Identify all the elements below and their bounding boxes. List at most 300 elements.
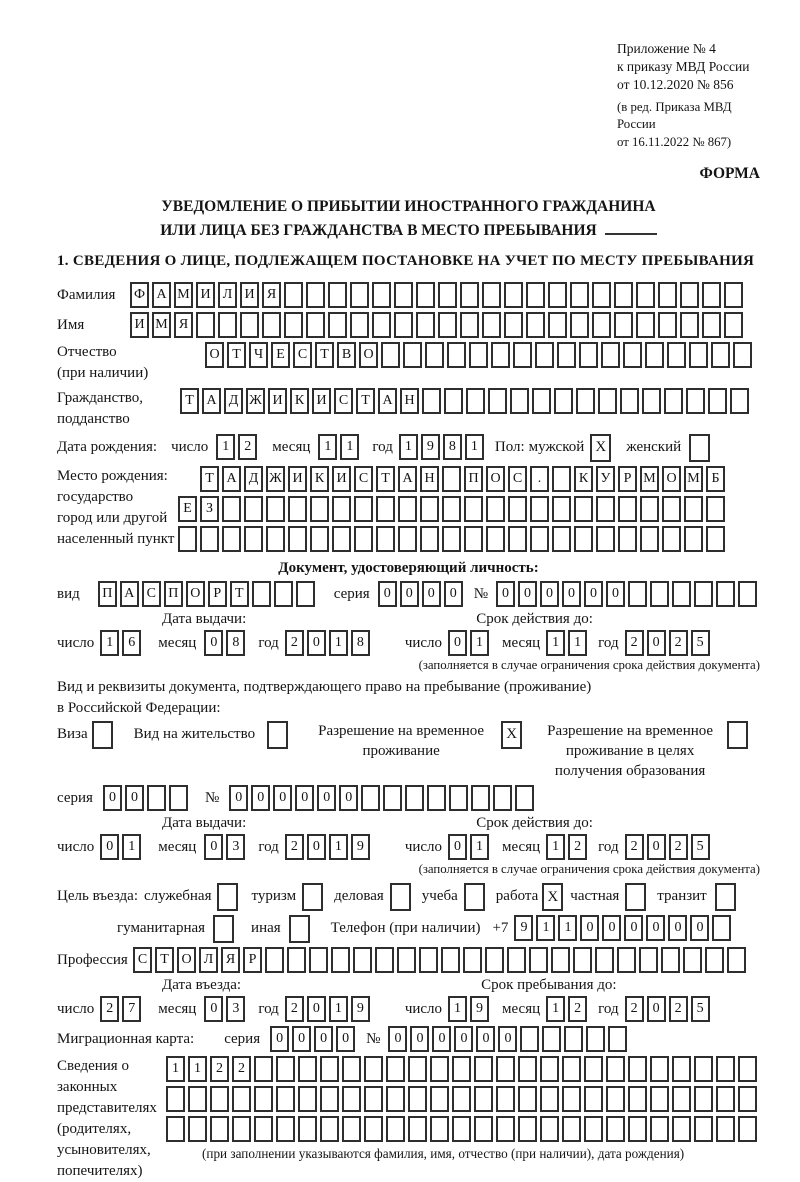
patronymic-cell[interactable] <box>381 342 400 368</box>
birth-place-cell[interactable] <box>222 496 241 522</box>
residence-series-cell[interactable]: 0 <box>103 785 122 811</box>
representatives-cell[interactable] <box>386 1056 405 1082</box>
representatives-cell[interactable] <box>342 1116 361 1142</box>
surname-cell[interactable]: А <box>152 282 171 308</box>
entry-month-cell[interactable]: 3 <box>226 996 245 1022</box>
birth-place-cell[interactable]: Е <box>178 496 197 522</box>
birth-place-cell[interactable] <box>640 526 659 552</box>
transit-checkbox[interactable] <box>715 883 736 911</box>
birth-place-cell[interactable]: . <box>530 466 549 492</box>
surname-cell[interactable] <box>724 282 743 308</box>
birth-place-cell[interactable] <box>662 526 681 552</box>
valid-year-cell[interactable]: 2 <box>625 630 644 656</box>
issue-day-cell[interactable]: 1 <box>122 834 141 860</box>
birth-place-cell[interactable] <box>464 496 483 522</box>
birth-place-cell[interactable] <box>442 496 461 522</box>
patronymic-cell[interactable] <box>469 342 488 368</box>
profession-cell[interactable] <box>639 947 658 973</box>
citizenship-cell[interactable] <box>730 388 749 414</box>
citizenship-cell[interactable] <box>466 388 485 414</box>
stay-month-cell[interactable]: 2 <box>568 996 587 1022</box>
representatives-cell[interactable] <box>342 1086 361 1112</box>
phone-cell[interactable]: 1 <box>558 915 577 941</box>
birth-place-cell[interactable]: П <box>464 466 483 492</box>
surname-cell[interactable]: Я <box>262 282 281 308</box>
valid-year-cell[interactable]: 2 <box>625 834 644 860</box>
work-checkbox[interactable]: X <box>542 883 563 911</box>
issue-year-cell[interactable]: 2 <box>285 834 304 860</box>
surname-cell[interactable] <box>438 282 457 308</box>
representatives-cell[interactable] <box>606 1116 625 1142</box>
birth-place-cell[interactable] <box>178 526 197 552</box>
profession-cell[interactable] <box>441 947 460 973</box>
valid-day-cell[interactable]: 1 <box>470 834 489 860</box>
profession-cell[interactable] <box>705 947 724 973</box>
given-name-cell[interactable]: Я <box>174 312 193 338</box>
doc-number-cell[interactable]: 0 <box>496 581 515 607</box>
birth-place-cell[interactable] <box>266 526 285 552</box>
official-checkbox[interactable] <box>217 883 238 911</box>
stay-year-cell[interactable]: 2 <box>625 996 644 1022</box>
citizenship-cell[interactable] <box>598 388 617 414</box>
representatives-cell[interactable] <box>584 1086 603 1112</box>
representatives-cell[interactable] <box>188 1086 207 1112</box>
doc-number-cell[interactable] <box>650 581 669 607</box>
doc-number-cell[interactable] <box>738 581 757 607</box>
representatives-cell[interactable]: 1 <box>166 1056 185 1082</box>
given-name-cell[interactable] <box>592 312 611 338</box>
representatives-cell[interactable]: 2 <box>232 1056 251 1082</box>
birth-place-cell[interactable]: У <box>596 466 615 492</box>
representatives-cell[interactable] <box>320 1086 339 1112</box>
given-name-cell[interactable] <box>416 312 435 338</box>
doc-series-cell[interactable]: 0 <box>422 581 441 607</box>
given-name-cell[interactable] <box>724 312 743 338</box>
profession-cell[interactable]: О <box>177 947 196 973</box>
doc-kind-cell[interactable] <box>274 581 293 607</box>
entry-month-cell[interactable]: 0 <box>204 996 223 1022</box>
patronymic-cell[interactable] <box>733 342 752 368</box>
stay-day-cell[interactable]: 9 <box>470 996 489 1022</box>
given-name-cell[interactable] <box>438 312 457 338</box>
patronymic-cell[interactable] <box>513 342 532 368</box>
valid-year-cell[interactable]: 5 <box>691 834 710 860</box>
representatives-cell[interactable] <box>386 1086 405 1112</box>
patronymic-cell[interactable] <box>535 342 554 368</box>
birth-place-cell[interactable]: Б <box>706 466 725 492</box>
birth-place-cell[interactable] <box>442 466 461 492</box>
doc-kind-cell[interactable]: П <box>164 581 183 607</box>
birth-place-cell[interactable] <box>530 526 549 552</box>
issue-year-cell[interactable]: 9 <box>351 834 370 860</box>
birth-place-cell[interactable]: И <box>288 466 307 492</box>
citizenship-cell[interactable] <box>642 388 661 414</box>
patronymic-cell[interactable] <box>447 342 466 368</box>
residence-series-cell[interactable] <box>169 785 188 811</box>
patronymic-cell[interactable] <box>645 342 664 368</box>
birth-place-cell[interactable] <box>574 496 593 522</box>
representatives-cell[interactable] <box>584 1116 603 1142</box>
birth-place-cell[interactable] <box>508 496 527 522</box>
representatives-cell[interactable] <box>716 1116 735 1142</box>
birth-place-cell[interactable] <box>398 526 417 552</box>
issue-month-cell[interactable]: 3 <box>226 834 245 860</box>
representatives-cell[interactable] <box>628 1086 647 1112</box>
stay-day-cell[interactable]: 1 <box>448 996 467 1022</box>
given-name-cell[interactable] <box>702 312 721 338</box>
male-checkbox[interactable]: X <box>590 434 611 462</box>
given-name-cell[interactable] <box>240 312 259 338</box>
representatives-cell[interactable] <box>430 1116 449 1142</box>
birth-place-cell[interactable]: К <box>574 466 593 492</box>
birth-place-cell[interactable] <box>552 496 571 522</box>
surname-cell[interactable] <box>350 282 369 308</box>
migration-series-cell[interactable]: 0 <box>292 1026 311 1052</box>
birth-place-cell[interactable]: Р <box>618 466 637 492</box>
private-checkbox[interactable] <box>625 883 646 911</box>
representatives-cell[interactable] <box>342 1056 361 1082</box>
birth-place-cell[interactable]: Т <box>376 466 395 492</box>
doc-number-cell[interactable]: 0 <box>584 581 603 607</box>
profession-cell[interactable] <box>309 947 328 973</box>
phone-cell[interactable]: 0 <box>624 915 643 941</box>
representatives-cell[interactable] <box>166 1086 185 1112</box>
given-name-cell[interactable] <box>328 312 347 338</box>
entry-year-cell[interactable]: 2 <box>285 996 304 1022</box>
issue-year-cell[interactable]: 1 <box>329 630 348 656</box>
birth-place-cell[interactable]: С <box>508 466 527 492</box>
valid-month-cell[interactable]: 1 <box>568 630 587 656</box>
representatives-cell[interactable] <box>716 1056 735 1082</box>
migration-series-cell[interactable]: 0 <box>314 1026 333 1052</box>
entry-year-cell[interactable]: 0 <box>307 996 326 1022</box>
representatives-cell[interactable] <box>496 1056 515 1082</box>
residence-number-cell[interactable] <box>383 785 402 811</box>
citizenship-cell[interactable]: Ж <box>246 388 265 414</box>
given-name-cell[interactable] <box>460 312 479 338</box>
doc-number-cell[interactable] <box>672 581 691 607</box>
surname-cell[interactable]: И <box>240 282 259 308</box>
tourism-checkbox[interactable] <box>302 883 323 911</box>
issue-year-cell[interactable]: 2 <box>285 630 304 656</box>
valid-year-cell[interactable]: 5 <box>691 630 710 656</box>
phone-cell[interactable]: 0 <box>580 915 599 941</box>
valid-year-cell[interactable]: 2 <box>669 834 688 860</box>
citizenship-cell[interactable] <box>444 388 463 414</box>
profession-cell[interactable] <box>397 947 416 973</box>
entry-day-cell[interactable]: 2 <box>100 996 119 1022</box>
residence-number-cell[interactable]: 0 <box>339 785 358 811</box>
citizenship-cell[interactable] <box>620 388 639 414</box>
patronymic-cell[interactable]: Ч <box>249 342 268 368</box>
representatives-cell[interactable] <box>694 1086 713 1112</box>
profession-cell[interactable]: Т <box>155 947 174 973</box>
citizenship-cell[interactable]: И <box>268 388 287 414</box>
valid-day-cell[interactable]: 1 <box>470 630 489 656</box>
representatives-cell[interactable] <box>254 1116 273 1142</box>
surname-cell[interactable] <box>680 282 699 308</box>
profession-cell[interactable] <box>375 947 394 973</box>
representatives-cell[interactable] <box>496 1116 515 1142</box>
representatives-cell[interactable] <box>518 1086 537 1112</box>
doc-kind-cell[interactable]: Т <box>230 581 249 607</box>
issue-day-cell[interactable]: 0 <box>100 834 119 860</box>
doc-series-cell[interactable]: 0 <box>378 581 397 607</box>
doc-kind-cell[interactable]: А <box>120 581 139 607</box>
given-name-cell[interactable] <box>284 312 303 338</box>
surname-cell[interactable]: М <box>174 282 193 308</box>
profession-cell[interactable]: Л <box>199 947 218 973</box>
issue-month-cell[interactable]: 0 <box>204 834 223 860</box>
residence-number-cell[interactable]: 0 <box>295 785 314 811</box>
given-name-cell[interactable] <box>372 312 391 338</box>
birth-place-cell[interactable] <box>618 526 637 552</box>
birth-place-cell[interactable] <box>574 526 593 552</box>
given-name-cell[interactable] <box>680 312 699 338</box>
citizenship-cell[interactable] <box>532 388 551 414</box>
representatives-cell[interactable] <box>474 1056 493 1082</box>
birth-place-cell[interactable]: И <box>332 466 351 492</box>
patronymic-cell[interactable]: В <box>337 342 356 368</box>
birth-place-cell[interactable]: Н <box>420 466 439 492</box>
citizenship-cell[interactable]: Д <box>224 388 243 414</box>
representatives-cell[interactable] <box>430 1086 449 1112</box>
valid-year-cell[interactable]: 0 <box>647 630 666 656</box>
birth-place-cell[interactable]: К <box>310 466 329 492</box>
birth-place-cell[interactable]: С <box>354 466 373 492</box>
phone-cell[interactable]: 0 <box>668 915 687 941</box>
doc-kind-cell[interactable] <box>296 581 315 607</box>
migration-number-cell[interactable] <box>564 1026 583 1052</box>
representatives-cell[interactable] <box>298 1056 317 1082</box>
representatives-cell[interactable] <box>562 1056 581 1082</box>
phone-cell[interactable] <box>712 915 731 941</box>
citizenship-cell[interactable]: С <box>334 388 353 414</box>
representatives-cell[interactable] <box>232 1086 251 1112</box>
profession-cell[interactable] <box>727 947 746 973</box>
representatives-cell[interactable] <box>276 1086 295 1112</box>
birth-year-cell[interactable]: 8 <box>443 434 462 460</box>
citizenship-cell[interactable]: А <box>378 388 397 414</box>
humanitarian-checkbox[interactable] <box>213 915 234 943</box>
birth-day-cell[interactable]: 1 <box>216 434 235 460</box>
doc-number-cell[interactable]: 0 <box>518 581 537 607</box>
doc-number-cell[interactable]: 0 <box>540 581 559 607</box>
representatives-cell[interactable] <box>254 1086 273 1112</box>
patronymic-cell[interactable] <box>689 342 708 368</box>
representatives-cell[interactable] <box>716 1086 735 1112</box>
patronymic-cell[interactable] <box>623 342 642 368</box>
doc-number-cell[interactable] <box>628 581 647 607</box>
representatives-cell[interactable] <box>210 1116 229 1142</box>
issue-month-cell[interactable]: 0 <box>204 630 223 656</box>
birth-place-cell[interactable] <box>222 526 241 552</box>
surname-cell[interactable] <box>328 282 347 308</box>
representatives-cell[interactable] <box>672 1086 691 1112</box>
representatives-cell[interactable] <box>650 1056 669 1082</box>
representatives-cell[interactable] <box>650 1086 669 1112</box>
representatives-cell[interactable] <box>452 1116 471 1142</box>
birth-place-cell[interactable]: О <box>486 466 505 492</box>
doc-kind-cell[interactable]: Р <box>208 581 227 607</box>
birth-place-cell[interactable] <box>332 496 351 522</box>
other-purpose-checkbox[interactable] <box>289 915 310 943</box>
residence-number-cell[interactable] <box>361 785 380 811</box>
residence-series-cell[interactable]: 0 <box>125 785 144 811</box>
birth-place-cell[interactable] <box>244 496 263 522</box>
valid-year-cell[interactable]: 2 <box>669 630 688 656</box>
migration-number-cell[interactable] <box>608 1026 627 1052</box>
profession-cell[interactable] <box>661 947 680 973</box>
citizenship-cell[interactable] <box>708 388 727 414</box>
surname-cell[interactable]: Л <box>218 282 237 308</box>
patronymic-cell[interactable]: Т <box>315 342 334 368</box>
residence-number-cell[interactable] <box>449 785 468 811</box>
birth-place-cell[interactable] <box>310 526 329 552</box>
birth-place-cell[interactable] <box>376 496 395 522</box>
birth-place-cell[interactable] <box>442 526 461 552</box>
birth-place-cell[interactable]: М <box>684 466 703 492</box>
doc-number-cell[interactable]: 0 <box>606 581 625 607</box>
residence-number-cell[interactable] <box>493 785 512 811</box>
residence-number-cell[interactable] <box>427 785 446 811</box>
birth-place-cell[interactable] <box>244 526 263 552</box>
given-name-cell[interactable] <box>394 312 413 338</box>
citizenship-cell[interactable]: К <box>290 388 309 414</box>
patronymic-cell[interactable] <box>557 342 576 368</box>
surname-cell[interactable] <box>504 282 523 308</box>
phone-cell[interactable]: 9 <box>514 915 533 941</box>
representatives-cell[interactable] <box>298 1116 317 1142</box>
temp-residence-education-checkbox[interactable] <box>727 721 748 749</box>
valid-year-cell[interactable]: 0 <box>647 834 666 860</box>
profession-cell[interactable] <box>617 947 636 973</box>
profession-cell[interactable] <box>331 947 350 973</box>
representatives-cell[interactable] <box>298 1086 317 1112</box>
representatives-cell[interactable] <box>562 1086 581 1112</box>
surname-cell[interactable] <box>416 282 435 308</box>
surname-cell[interactable] <box>394 282 413 308</box>
given-name-cell[interactable] <box>306 312 325 338</box>
surname-cell[interactable] <box>614 282 633 308</box>
migration-number-cell[interactable]: 0 <box>388 1026 407 1052</box>
birth-month-cell[interactable]: 1 <box>318 434 337 460</box>
birth-year-cell[interactable]: 1 <box>465 434 484 460</box>
representatives-cell[interactable] <box>364 1116 383 1142</box>
female-checkbox[interactable] <box>689 434 710 462</box>
representatives-cell[interactable] <box>452 1056 471 1082</box>
given-name-cell[interactable] <box>548 312 567 338</box>
citizenship-cell[interactable]: А <box>202 388 221 414</box>
patronymic-cell[interactable] <box>711 342 730 368</box>
surname-cell[interactable] <box>372 282 391 308</box>
patronymic-cell[interactable]: Е <box>271 342 290 368</box>
citizenship-cell[interactable]: Н <box>400 388 419 414</box>
citizenship-cell[interactable] <box>488 388 507 414</box>
birth-place-cell[interactable]: Ж <box>266 466 285 492</box>
residence-number-cell[interactable]: 0 <box>251 785 270 811</box>
residence-number-cell[interactable] <box>515 785 534 811</box>
given-name-cell[interactable] <box>526 312 545 338</box>
surname-cell[interactable] <box>526 282 545 308</box>
issue-year-cell[interactable]: 8 <box>351 630 370 656</box>
representatives-cell[interactable] <box>408 1116 427 1142</box>
representatives-cell[interactable] <box>188 1116 207 1142</box>
profession-cell[interactable]: Р <box>243 947 262 973</box>
valid-day-cell[interactable]: 0 <box>448 630 467 656</box>
representatives-cell[interactable] <box>672 1116 691 1142</box>
phone-cell[interactable]: 0 <box>646 915 665 941</box>
birth-month-cell[interactable]: 1 <box>340 434 359 460</box>
citizenship-cell[interactable] <box>554 388 573 414</box>
given-name-cell[interactable] <box>658 312 677 338</box>
birth-place-cell[interactable] <box>332 526 351 552</box>
birth-place-cell[interactable]: Д <box>244 466 263 492</box>
entry-year-cell[interactable]: 1 <box>329 996 348 1022</box>
citizenship-cell[interactable] <box>510 388 529 414</box>
phone-cell[interactable]: 0 <box>690 915 709 941</box>
representatives-cell[interactable] <box>672 1056 691 1082</box>
patronymic-cell[interactable]: О <box>359 342 378 368</box>
representatives-cell[interactable] <box>430 1056 449 1082</box>
doc-number-cell[interactable] <box>694 581 713 607</box>
stay-year-cell[interactable]: 0 <box>647 996 666 1022</box>
migration-series-cell[interactable]: 0 <box>270 1026 289 1052</box>
representatives-cell[interactable] <box>166 1116 185 1142</box>
patronymic-cell[interactable]: О <box>205 342 224 368</box>
representatives-cell[interactable] <box>276 1116 295 1142</box>
birth-place-cell[interactable] <box>354 526 373 552</box>
doc-number-cell[interactable]: 0 <box>562 581 581 607</box>
phone-cell[interactable]: 0 <box>602 915 621 941</box>
representatives-cell[interactable] <box>628 1056 647 1082</box>
birth-place-cell[interactable] <box>420 496 439 522</box>
birth-place-cell[interactable] <box>266 496 285 522</box>
patronymic-cell[interactable] <box>601 342 620 368</box>
representatives-cell[interactable] <box>518 1056 537 1082</box>
birth-place-cell[interactable] <box>530 496 549 522</box>
profession-cell[interactable] <box>287 947 306 973</box>
residence-number-cell[interactable]: 0 <box>273 785 292 811</box>
surname-cell[interactable] <box>548 282 567 308</box>
representatives-cell[interactable] <box>496 1086 515 1112</box>
profession-cell[interactable]: С <box>133 947 152 973</box>
migration-number-cell[interactable] <box>542 1026 561 1052</box>
study-checkbox[interactable] <box>464 883 485 911</box>
representatives-cell[interactable] <box>232 1116 251 1142</box>
birth-year-cell[interactable]: 1 <box>399 434 418 460</box>
citizenship-cell[interactable]: И <box>312 388 331 414</box>
surname-cell[interactable] <box>702 282 721 308</box>
migration-number-cell[interactable]: 0 <box>432 1026 451 1052</box>
birth-place-cell[interactable] <box>354 496 373 522</box>
representatives-cell[interactable] <box>210 1086 229 1112</box>
representatives-cell[interactable] <box>408 1056 427 1082</box>
birth-place-cell[interactable] <box>662 496 681 522</box>
representatives-cell[interactable] <box>584 1056 603 1082</box>
profession-cell[interactable] <box>683 947 702 973</box>
birth-place-cell[interactable] <box>706 526 725 552</box>
birth-place-cell[interactable] <box>596 526 615 552</box>
birth-place-cell[interactable] <box>684 526 703 552</box>
birth-year-cell[interactable]: 9 <box>421 434 440 460</box>
representatives-cell[interactable] <box>606 1086 625 1112</box>
stay-year-cell[interactable]: 2 <box>669 996 688 1022</box>
representatives-cell[interactable] <box>518 1116 537 1142</box>
birth-place-cell[interactable]: А <box>222 466 241 492</box>
profession-cell[interactable] <box>353 947 372 973</box>
citizenship-cell[interactable]: Т <box>356 388 375 414</box>
